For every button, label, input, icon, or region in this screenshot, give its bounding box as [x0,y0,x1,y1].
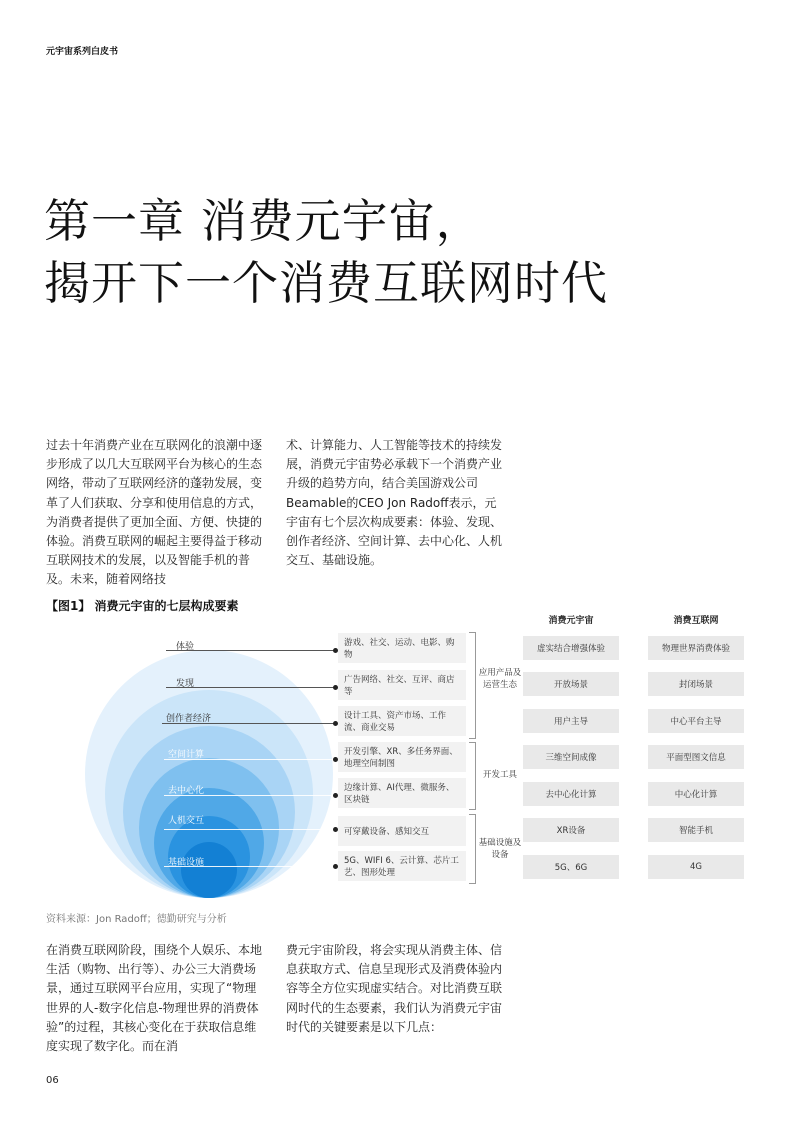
metaverse-item-7: 5G、6G [523,855,619,879]
layer-label-3: 创作者经济 [166,714,212,724]
connector-line-4 [164,759,336,760]
intro-text-2: 术、计算能力、人工智能等技术的持续发展，消费元宇宙势必承载下一个消费产业升级的趋势方向，结合美国游戏公司Beamable的CEO Jon Radoff表示，元宇宙有七个层次构成要素：体验、发现、创作者经济、空间计算、去中心化、人机交互、基础设施。 [286,438,503,568]
layer-desc-4: 开发引擎、XR、多任务界面、地理空间制图 [338,742,466,772]
group-label-3: 基础设施及设备 [478,838,522,860]
metaverse-item-1: 虚实结合增强体验 [523,636,619,660]
layer-label-6: 人机交互 [168,816,205,826]
internet-item-3: 中心平台主导 [648,709,744,733]
body-column-2 [286,941,504,1037]
column-head-metaverse: 消费元宇宙 [548,616,594,626]
layer-label-5: 去中心化 [168,786,205,796]
column-head-internet: 消费互联网 [673,616,719,626]
layer-label-4: 空间计算 [168,750,205,760]
connector-line-5 [164,795,336,796]
internet-item-1: 物理世界消费体验 [648,636,744,660]
figure-title: 【图1】 消费元宇宙的七层构成要素 [46,599,239,613]
connector-line-2 [166,687,336,688]
group-bracket-2 [469,742,476,810]
body-text-1: 在消费互联网阶段，围绕个人娱乐、本地生活（购物、出行等）、办公三大消费场景，通过互联网平台应用，实现了“物理世界的人-数字化信息-物理世界的消费体验”的过程，其核心变化在于获取信息维度实现了数字化。而在消 [46,943,263,1054]
connector-line-1 [166,650,336,651]
layer-desc-2: 广告网络、社交、互评、商店等 [338,670,466,700]
metaverse-item-6: XR设备 [523,818,619,842]
connector-line-7 [164,866,336,867]
layer-label-1: 体验 [176,642,195,652]
group-label-2: 开发工具 [482,770,517,780]
internet-item-5: 中心化计算 [648,782,744,806]
metaverse-item-2: 开放场景 [523,672,619,696]
metaverse-item-4: 三维空间成像 [523,745,619,769]
internet-item-7: 4G [648,855,744,879]
series-title: 元宇宙系列白皮书 [46,47,119,57]
layer-circle-infrastructure [181,842,237,898]
chapter-title-line1: 第一章 消费元宇宙， [44,194,483,248]
layer-desc-5: 边缘计算、AI代理、微服务、区块链 [338,778,466,808]
group-bracket-1 [469,632,476,739]
connector-line-6 [164,829,336,830]
layer-label-2: 发现 [176,679,195,689]
metaverse-item-3: 用户主导 [523,709,619,733]
metaverse-item-5: 去中心化计算 [523,782,619,806]
layer-desc-6: 可穿戴设备、感知交互 [338,816,466,846]
layer-desc-3: 设计工具、资产市场、工作流、商业交易 [338,706,466,736]
chapter-title-line2: 揭开下一个消费互联网时代 [44,256,608,310]
figure-source: 资料来源：Jon Radoff；德勤研究与分析 [46,914,227,925]
page-number: 06 [46,1075,59,1086]
body-column-1 [46,941,264,1056]
internet-item-4: 平面型图文信息 [648,745,744,769]
internet-item-6: 智能手机 [648,818,744,842]
internet-item-2: 封闭场景 [648,672,744,696]
intro-text-1: 过去十年消费产业在互联网化的浪潮中逐步形成了以几大互联网平台为核心的生态网络，带动了互联网经济的蓬勃发展，变革了人们获取、分享和使用信息的方式，为消费者提供了更加全面、方便、快捷的体验。消费互联网的崛起主要得益于移动互联网技术的发展，以及智能手机的普及。未来，随着网络技 [46,438,263,587]
group-label-1: 应用产品及运营生态 [478,668,522,690]
layer-desc-7: 5G、WIFI 6、云计算、芯片工艺、图形处理 [338,851,466,881]
connector-line-3 [162,723,336,724]
layer-desc-1: 游戏、社交、运动、电影、购物 [338,633,466,663]
group-bracket-3 [469,814,476,884]
layer-label-7: 基础设施 [168,858,205,868]
body-text-2: 费元宇宙阶段，将会实现从消费主体、信息获取方式、信息呈现形式及消费体验内容等全方位实现虚实结合。对比消费互联网时代的生态要素，我们认为消费元宇宙时代的关键要素是以下几点： [286,943,503,1034]
